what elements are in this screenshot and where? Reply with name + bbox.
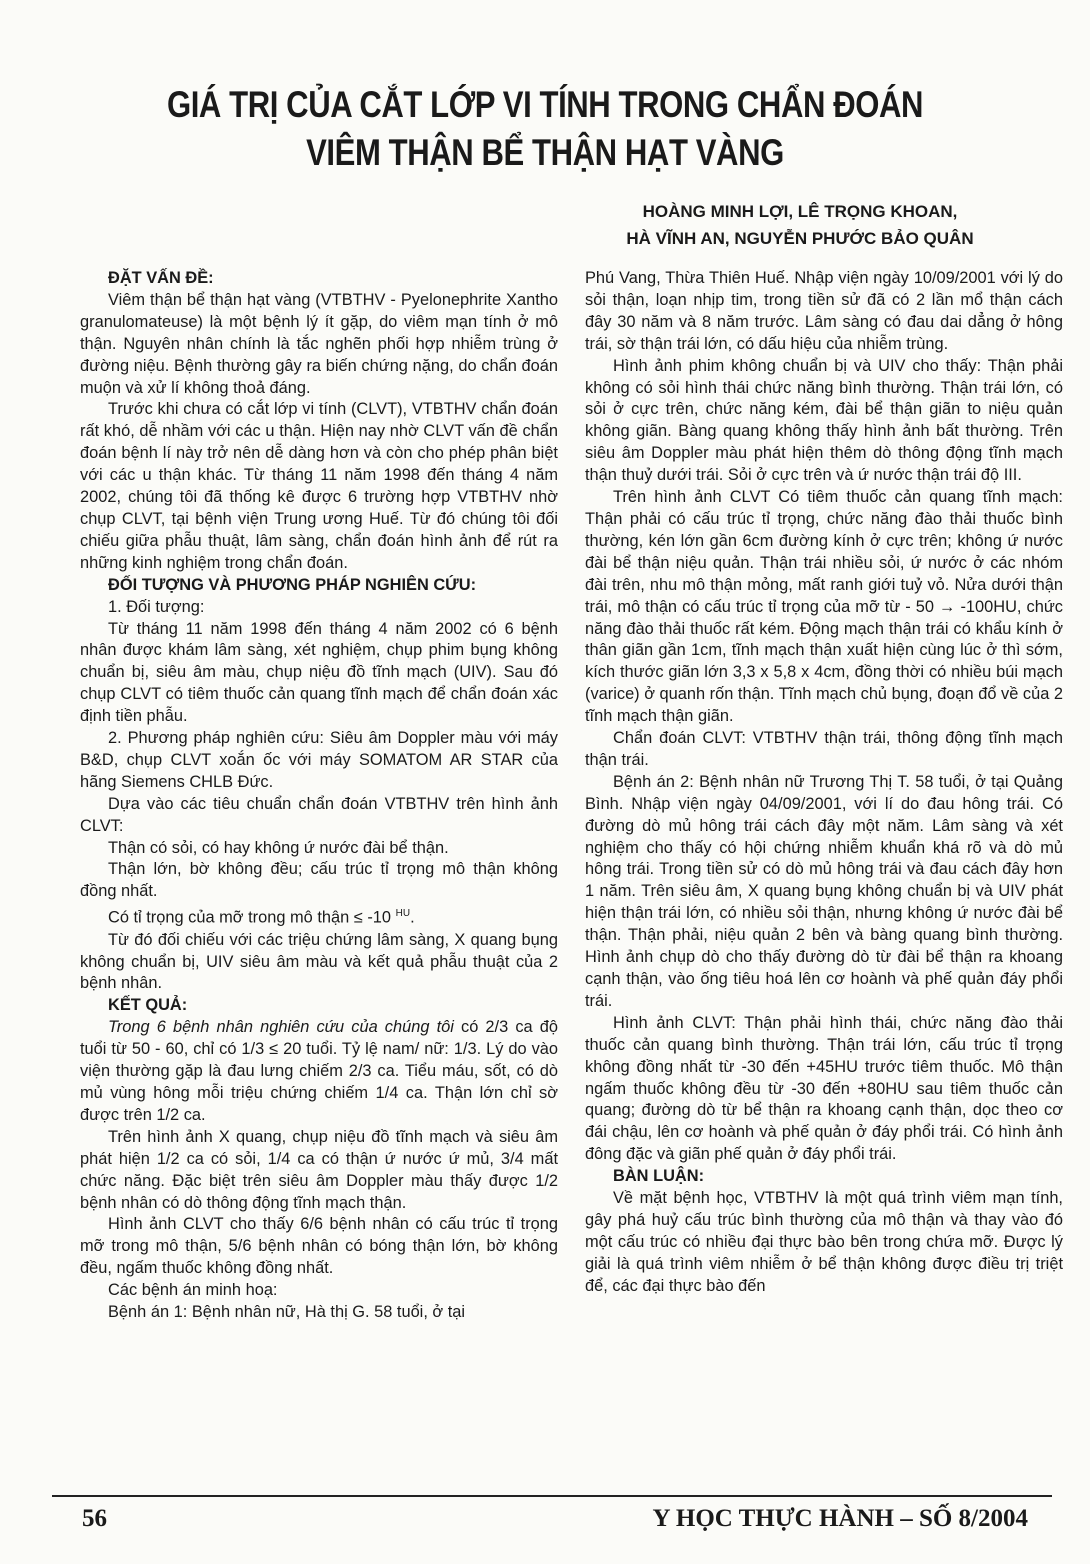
paragraph: Phú Vang, Thừa Thiên Huế. Nhập viện ngày 10/09/2001 với lý do sỏi thận, loạn nhịp tim, trong tiền sử đã có 2 lần mổ thận cách đây 30 năm và 8 năm trước. Lâm sàng có đau dai dẳng ở hông trái, sờ thận trái lớn, có dấu hiệu của nhiễm trùng. — [585, 269, 1063, 353]
paragraph: Thận lớn, bờ không đều; cấu trúc tỉ trọng mô thận không đồng nhất. — [80, 860, 558, 901]
paragraph: 2. Phương pháp nghiên cứu: Siêu âm Doppler màu với máy B&D, chụp CLVT xoắn ốc với máy SOMATOM AR STAR của hãng Siemens CHLB Đức. — [80, 729, 558, 791]
footer-rule — [52, 1495, 1052, 1497]
journal-issue: Y HỌC THỰC HÀNH – SỐ 8/2004 — [652, 1505, 1028, 1532]
paragraph: Dựa vào các tiêu chuẩn chẩn đoán VTBTHV trên hình ảnh CLVT: — [80, 794, 558, 835]
right-column — [585, 268, 1063, 1298]
paragraph: Về mặt bệnh học, VTBTHV là một quá trình viêm mạn tính, gây phá huỷ cấu trúc bình thường của mô thận và thay vào đó một cấu trúc có nhiều đại thực bào bên trong chứa mỡ. Được lý giải là quá trình viêm nhiễm ở bể thận không được điều trị triệt để, các đại thực bào đến — [585, 1189, 1063, 1295]
paragraph: Bệnh án 1: Bệnh nhân nữ, Hà thị G. 58 tuổi, ở tại — [108, 1303, 466, 1322]
unit-superscript: HU — [395, 908, 411, 920]
page-number: 56 — [82, 1505, 107, 1532]
criterion-end: . — [410, 908, 415, 927]
paragraph: 1. Đối tượng: — [108, 597, 205, 616]
paragraph: Trên hình ảnh X quang, chụp niệu đồ tĩnh mạch và siêu âm phát hiện 1/2 ca có sỏi, 1/4 ca có thận ứ nước ứ mủ, 3/4 mất chức năng. Đặc biệt trên siêu âm Doppler màu thấy được 1/2 bệnh nhân có dò thông động tĩnh mạch thận. — [80, 1127, 558, 1212]
paragraph: Viêm thận bể thận hạt vàng (VTBTHV - Pyelonephrite Xantho granulomateuse) là một bệnh lý ít gặp, do viêm mạn tính ở mô thận. Nguyên nhân chính là tắc nghẽn phối hợp nhiễm trùng ở đường niệu. Bệnh thường gây ra biến chứng nặng, do chẩn đoán muộn và xử lí không thoả đáng. — [80, 290, 558, 397]
left-column — [80, 268, 558, 1324]
paragraph: Chẩn đoán CLVT: VTBTHV thận trái, thông động tĩnh mạch thận trái. — [585, 729, 1063, 769]
paragraph — [80, 903, 558, 929]
paragraph: Bệnh án 2: Bệnh nhân nữ Trương Thị T. 58 tuổi, ở tại Quảng Bình. Nhập viện ngày 04/09/2001, với lí do đau hông trái. Có đường dò mủ hông trái cách đây một năm. Lâm sàng và xét nghiệm cho thấy có hội chứng nhiễm khuẩn khá rõ và dò mủ hông trái. Trong tiền sử có dò mủ hông trái và đau cách đây hơn 1 năm. Trên siêu âm, X quang bụng không chuẩn bị và UIV phát hiện thận trái lớn, có nhiều sỏi thận, nhưng không ứ nước đài bể thận. Thận phải, niệu quản 2 bên và bàng quang bình thường. Hình ảnh chụp dò cho thấy đường dò từ đài bể thận ra khoang cạnh thận, vào ống tiêu hoá lên cơ hoành và phế quản đáy phổi trái. — [585, 772, 1063, 1010]
paragraph: Hình ảnh CLVT cho thấy 6/6 bệnh nhân có cấu trúc tỉ trọng mỡ trong mô thận, 5/6 bệnh nhân có bóng thận lớn, bờ không đều, ngấm thuốc không đồng nhất. — [80, 1215, 558, 1278]
authors-line-1: HOÀNG MINH LỢI, LÊ TRỌNG KHOAN, — [642, 202, 958, 221]
paragraph: Hình ảnh CLVT: Thận phải hình thái, chức năng đào thải thuốc cản quang bình thường. Thận trái lớn, cấu trúc tỉ trọng không đồng nhất từ -30 đến +45HU trước tiêm thuốc. Mô thận ngấm thuốc không đều từ -30 đến +80HU sau tiêm thuốc cản quang; đường dò từ bể thận ra khoang cạnh thận, dọc theo cơ đái chậu, lên cơ hoành và phế quản ở đáy phổi trái. Có hình ảnh đông đặc và giãn phế quản ở đáy phổi trái. — [585, 1013, 1063, 1164]
paragraph: Thận có sỏi, có hay không ứ nước đài bể thận. — [108, 838, 449, 857]
paragraph-rest: có 2/3 ca độ tuổi từ 50 - 60, chỉ có 1/3 ≤ 20 tuổi. Tỷ lệ nam/ nữ: 1/3. Lý do vào viện thường gặp là đau lưng chiếm 2/3 ca. Tiểu máu, sốt, có dò mủ vùng hông mỗi triệu chứng chiếm 1/4 ca. Thận lớn chỉ sờ được trên 1/2 ca. — [80, 1018, 558, 1124]
criterion-text: Có tỉ trọng của mỡ trong mô thận ≤ -10 — [108, 908, 392, 927]
article-title-line-1: GIÁ TRỊ CỦA CẮT LỚP VI TÍNH TRONG CHẨN ĐOÁN — [166, 84, 924, 125]
section-heading-methods: ĐỐI TƯỢNG VÀ PHƯƠNG PHÁP NGHIÊN CỨU: — [108, 575, 477, 594]
italic-lead: Trong 6 bệnh nhân nghiên cứu của chúng tôi — [108, 1018, 454, 1037]
section-heading-intro: ĐẶT VẤN ĐỀ: — [108, 269, 214, 287]
authors-line-2: HÀ VĨNH AN, NGUYỄN PHƯỚC BẢO QUÂN — [626, 229, 974, 248]
paragraph: Các bệnh án minh hoạ: — [108, 1281, 278, 1300]
paragraph: Từ tháng 11 năm 1998 đến tháng 4 năm 2002 có 6 bệnh nhân được khám lâm sàng, xét nghiệm, chụp phim bụng không chuẩn bị, siêu âm màu, chụp niệu đồ tĩnh mạch (UIV). Sau đó chụp CLVT có tiêm thuốc cản quang tĩnh mạch để chẩn đoán xác định tiền phẫu. — [80, 619, 558, 726]
paragraph: Trước khi chưa có cắt lớp vi tính (CLVT), VTBTHV chẩn đoán rất khó, dễ nhầm với các u thận. Hiện nay nhờ CLVT vấn đề chẩn đoán bệnh lí này trở nên dễ dàng hơn và còn cho phép phân biệt với các u thận khác. Từ tháng 11 năm 1998 đến tháng 4 năm 2002, chúng tôi đã thống kê được 6 trường hợp VTBTHV nhờ chụp CLVT, tại bệnh viện Trung ương Huế. Từ đó chúng tôi đối chiếu giữa phẫu thuật, lâm sàng, chẩn đoán hình ảnh để rút ra những kinh nghiệm trong chẩn đoán. — [80, 400, 558, 572]
article-title-line-2: VIÊM THẬN BỂ THẬN HẠT VÀNG — [306, 132, 784, 173]
section-heading-discussion: BÀN LUẬN: — [613, 1167, 705, 1186]
paragraph — [80, 1017, 558, 1127]
paragraph: Hình ảnh phim không chuẩn bị và UIV cho thấy: Thận phải không có sỏi hình thái chức năng bình thường. Thận trái lớn, có sỏi ở cực trên, chức năng kém, đài bể thận giãn to niệu quản không giãn. Bàng quang không thấy hình ảnh bất thường. Trên siêu âm Doppler màu phát hiện thêm dò thông động tĩnh mạch thận thuỷ dưới trái. Sỏi ở cực trên và ứ nước thận trái độ III. — [585, 356, 1063, 485]
paragraph: Từ đó đối chiếu với các triệu chứng lâm sàng, X quang bụng không chuẩn bị, UIV siêu âm màu và kết quả phẫu thuật của 2 bệnh nhân. — [80, 930, 558, 993]
section-heading-results: KẾT QUẢ: — [108, 996, 188, 1015]
paragraph: Trên hình ảnh CLVT Có tiêm thuốc cản quang tĩnh mạch: Thận phải có cấu trúc tỉ trọng, chức năng đào thải thuốc bình thường, kén lớn gần 6cm đường kính ở cực trên; không ứ nước đài bể thận niệu quản. Thận trái nhiều sỏi, ứ nước ở các nhóm đài trên, nhu mô thận mỏng, mất ranh giới tuỷ vỏ. Nửa dưới thận trái, mô thận có cấu trúc tỉ trọng của mỡ từ - 50 → -100HU, chức năng đào thải thuốc rất kém. Động mạch thận trái có khẩu kính ở thân giãn gần 1cm, tĩnh mạch thận xuất hiện cùng lúc ở thì sớm, kích thước giãn lớn 3,3 x 5,8 x 4cm, đồng thời có nhiều búi mạch (varice) ở quanh rốn thận. Tĩnh mạch chủ bụng, đoạn đổ về của 2 tĩnh mạch thận giãn. — [585, 488, 1063, 726]
